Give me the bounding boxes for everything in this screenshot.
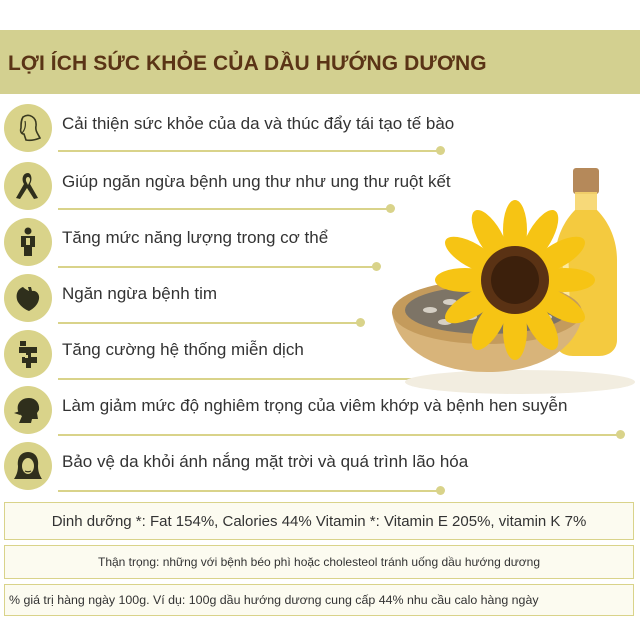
divider-dot — [372, 262, 381, 271]
benefit-text: Ngăn ngừa bệnh tim — [62, 284, 218, 303]
body-energy-icon — [4, 218, 52, 266]
footnote-box — [4, 584, 634, 616]
skin-face-icon — [4, 104, 52, 152]
header-banner — [0, 30, 640, 94]
cancer-ribbon-icon — [4, 162, 52, 210]
caution-text: Thận trọng: những với bệnh béo phì hoặc cholesteol tránh uống dầu hướng dương — [97, 555, 540, 569]
immune-system-icon — [4, 330, 52, 378]
heart-organ-icon — [4, 274, 52, 322]
divider-line — [58, 266, 374, 268]
nutrition-box — [4, 502, 634, 540]
benefit-item — [0, 440, 640, 496]
head-profile-icon — [4, 386, 52, 434]
divider-line — [58, 378, 438, 380]
benefit-text: Tăng cường hệ thống miễn dịch — [62, 340, 304, 359]
divider-dot — [616, 430, 625, 439]
divider-line — [58, 490, 438, 492]
sunflower-oil-illustration — [390, 162, 640, 397]
benefit-text: Tăng mức năng lượng trong cơ thể — [62, 228, 329, 247]
divider-line — [58, 150, 438, 152]
caution-box — [4, 545, 634, 579]
benefit-text: Cải thiện sức khỏe của da và thúc đẩy tái tạo tế bào — [62, 114, 455, 133]
divider-dot — [436, 146, 445, 155]
nutrition-text: Dinh dưỡng *: Fat 154%, Calories 44% Vitamin *: Vitamin E 205%, vitamin K 7% — [51, 512, 587, 530]
benefit-text: Làm giảm mức độ nghiêm trọng của viêm khớp và bệnh hen suyễn — [62, 396, 568, 415]
benefit-text: Bảo vệ da khỏi ánh nắng mặt trời và quá trình lão hóa — [62, 452, 469, 471]
divider-line — [58, 434, 618, 436]
divider-line — [58, 322, 358, 324]
woman-face-icon — [4, 442, 52, 490]
footnote-text: % giá trị hàng ngày 100g. Ví dụ: 100g dầu hướng dương cung cấp 44% nhu cầu calo hàng ngày — [9, 593, 539, 607]
divider-dot — [356, 318, 365, 327]
divider-dot — [436, 486, 445, 495]
benefit-text: Giúp ngăn ngừa bệnh ung thư như ung thư ruột kết — [62, 172, 451, 191]
page-title: LỢI ÍCH SỨC KHỎE CỦA DẦU HƯỚNG DƯƠNG — [8, 52, 487, 75]
divider-line — [58, 208, 388, 210]
